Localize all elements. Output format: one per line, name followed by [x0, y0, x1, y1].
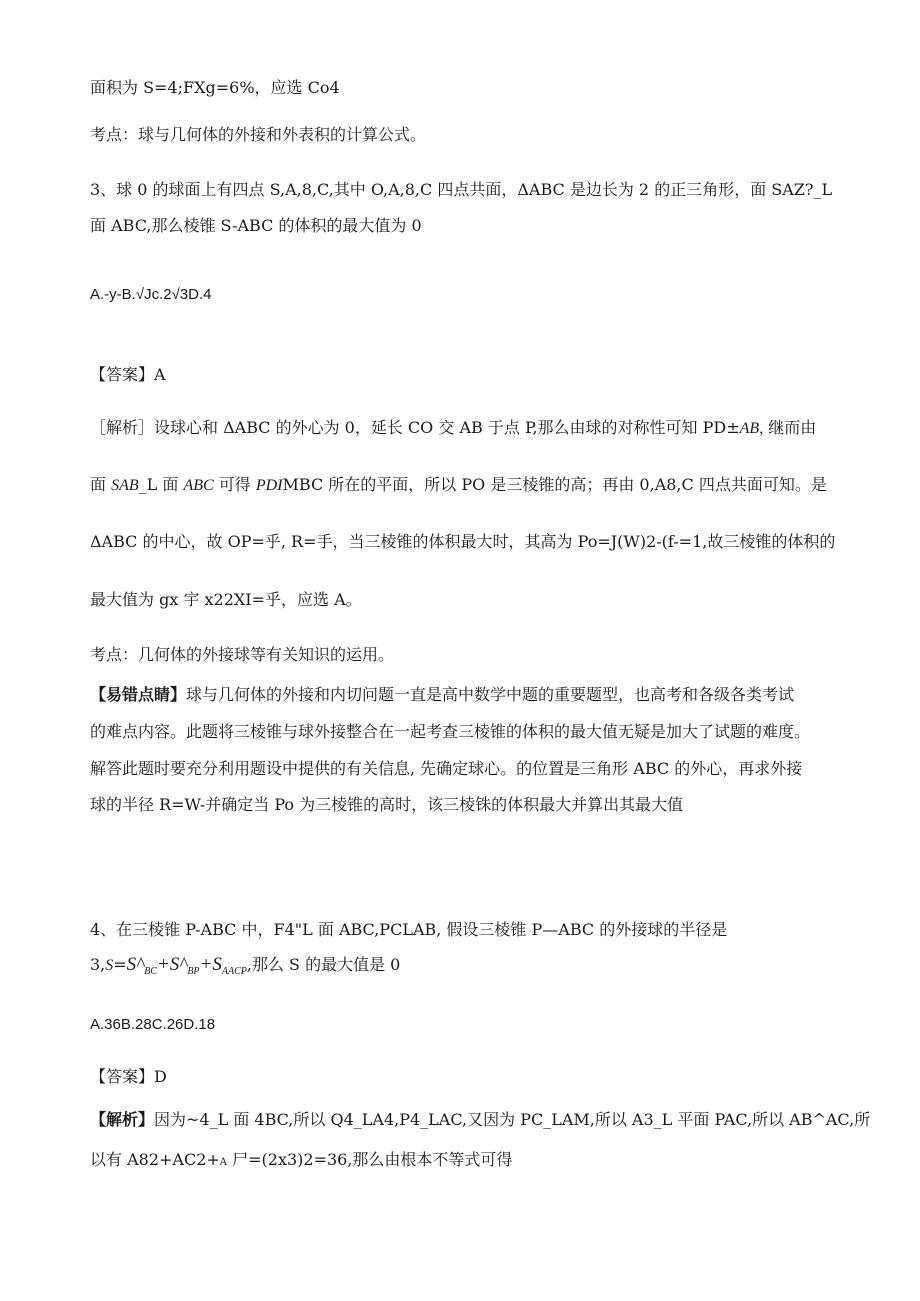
question-3-options: A.-y-B.√Jc.2√3D.4	[90, 286, 212, 303]
text-line-area-result: 面积为 S=4;FXg=6%，应选 Co4	[90, 78, 340, 97]
error-prone-line-1	[90, 685, 794, 705]
analysis-3-line-2	[90, 475, 827, 496]
analysis-3-line-4: 最大值为 gx 宇 x22XI=乎，应选 A。	[90, 590, 362, 609]
question-3-line-1: 3、球 0 的球面上有四点 S,A,8,C,其中 O,A,8,C 四点共面，ΔABC 是边长为 2 的正三角形，面 SAZ?_L	[90, 180, 833, 199]
text-seg: MBC 所在的平面，所以 PO 是三棱锥的高；再由 0,A8,C 四点共面可知。是	[282, 475, 827, 494]
question-4-line-1: 4、在三棱锥 P-ABC 中，F4"L 面 ABC,PCLAB, 假设三棱锥 P—ABC 的外接球的半径是	[90, 920, 728, 939]
error-prone-line-3: 解答此题时要充分利用题设中提供的有关信息, 先确定球心。的位置是三角形 ABC 的外心，再求外接	[90, 759, 803, 778]
math-sub-bp: BP	[187, 966, 200, 978]
analysis-3-text: ［解析］设球心和 ΔABC 的外心为 0，延长 CO 交 AB 于点 P,那么由球的对称性可知 PD±	[90, 418, 740, 437]
analysis-4-line-1	[90, 1110, 870, 1130]
error-prone-line-2: 的难点内容。此题将三棱锥与球外接整合在一起考查三棱锥的体积的最大值无疑是加大了试题的难度。	[90, 722, 811, 741]
text-seg: 可得	[213, 475, 256, 494]
text-seg: 尸=(2x3)2=36,那么由根本不等式可得	[227, 1150, 513, 1169]
math-sab: SAB	[111, 477, 139, 494]
answer-4: 【答案】D	[90, 1067, 167, 1086]
analysis-3-math-ab: AB,	[739, 420, 764, 437]
small-a: A	[219, 1157, 228, 1168]
math-pdi: PDI	[255, 477, 283, 494]
text-line-kaodian-2: 考点：几何体的外接球等有关知识的运用。	[90, 645, 395, 664]
analysis-4-heading: 【解析】	[90, 1110, 155, 1129]
error-prone-line-4: 球的半径 R=W-并确定当 Po 为三棱锥的高时，该三棱铢的体积最大并算出其最大值	[90, 795, 684, 814]
error-prone-heading: 【易错点睛】	[90, 685, 187, 704]
math-s-term-1: S^	[126, 954, 145, 975]
math-abc: ABC	[183, 477, 214, 494]
analysis-3-line-3: ΔABC 的中心，故 OP=乎, R=手，当三棱锥的体积最大时，其高为 Po=J(W)2-(f-=1,故三棱锥的体积的	[90, 532, 836, 551]
math-s-term-3: +S	[199, 954, 222, 975]
analysis-4-line-2	[90, 1150, 512, 1173]
math-s: S	[105, 957, 114, 974]
analysis-3-line-1	[90, 418, 816, 439]
math-sub-aacp: AACP	[221, 966, 247, 978]
analysis-4-text: 因为~4_L 面 4BC,所以 Q4_LA4,P4_LAC,又因为 PC_LAM,所以 A3_L 平面 PAC,所以 AB^AC,所	[154, 1110, 871, 1129]
text-seg: 面	[90, 475, 112, 494]
question-4-options: A.36B.28C.26D.18	[90, 1016, 216, 1033]
text-seg: ,那么 S 的最大值是 0	[246, 955, 401, 974]
answer-3: 【答案】A	[90, 365, 166, 384]
analysis-3-text-end: 继而由	[763, 418, 817, 437]
math-sub-bc: BC	[144, 966, 157, 978]
text-seg: 3,	[90, 955, 106, 974]
question-3-line-2: 面 ABC,那么棱锥 S-ABC 的体积的最大值为 0	[90, 216, 422, 235]
error-prone-text: 球与几何体的外接和内切问题一直是高中数学中题的重要题型，也高考和各级各类考试	[186, 685, 795, 704]
text-seg: =	[113, 955, 127, 974]
text-seg: _L 面	[138, 475, 184, 494]
text-line-kaodian-1: 考点：球与几何体的外接和外表积的计算公式。	[90, 125, 427, 144]
question-4-line-2	[90, 955, 400, 982]
math-s-term-2: +S^	[156, 954, 188, 975]
text-seg: 以有 A82+AC2+	[90, 1150, 220, 1169]
